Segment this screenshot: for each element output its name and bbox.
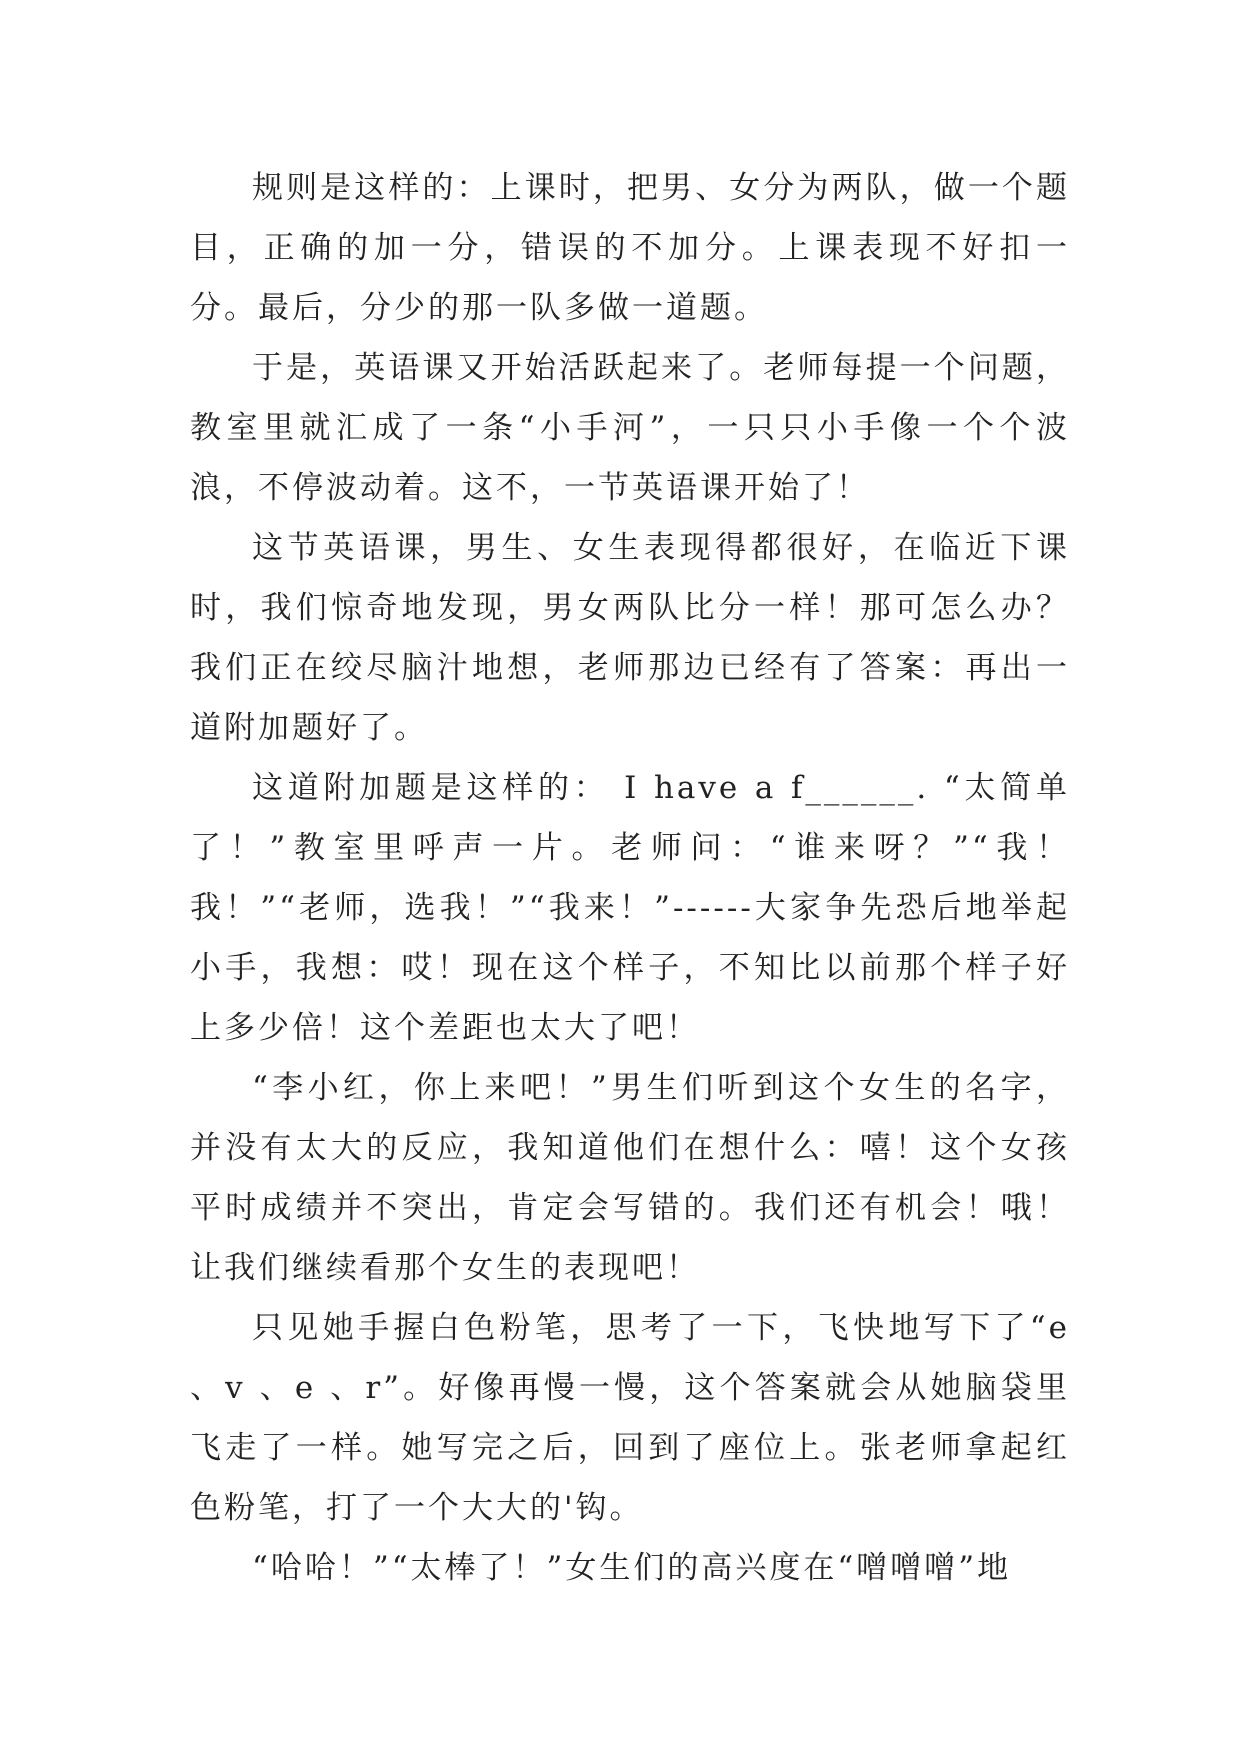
article-body: [190, 158, 1070, 1598]
paragraph-tie-score: 这节英语课，男生、女生表现得都很好，在临近下课时，我们惊奇地发现，男女两队比分一样！那可怎么办？我们正在绞尽脑汁地想，老师那边已经有了答案：再出一道附加题好了。: [190, 530, 1070, 746]
paragraph-girls-cheer: “哈哈！”“太棒了！”女生们的高兴度在“噌噌噌”地: [252, 1550, 1012, 1586]
paragraph-rules: 规则是这样的：上课时，把男、女分为两队，做一个题目，正确的加一分，错误的不加分。上课表现不好扣一分。最后，分少的那一队多做一道题。: [190, 170, 1070, 326]
paragraph-english-class-active: 于是，英语课又开始活跃起来了。老师每提一个问题，教室里就汇成了一条“小手河”，一只只小手像一个个波浪，不停波动着。这不，一节英语课开始了！: [190, 350, 1070, 506]
paragraph-extra-question: 这道附加题是这样的： I have a f______. “太简单了！”教室里呼声一片。老师问：“谁来呀？”“我！我！”“老师，选我！”“我来！”------大家争先恐后地举起小手，我想：哎！现在这个样子，不知比以前那个样子好上多少倍！这个差距也太大了吧！: [190, 770, 1070, 1046]
paragraph-answer-written: 只见她手握白色粉笔，思考了一下，飞快地写下了“e 、v 、e 、r”。好像再慢一慢，这个答案就会从她脑袋里飞走了一样。她写完之后，回到了座位上。张老师拿起红色粉笔，打了一个大大的'钩。: [190, 1310, 1070, 1526]
paragraph-li-xiaohong: “李小红，你上来吧！”男生们听到这个女生的名字，并没有太大的反应，我知道他们在想什么：嘻！这个女孩平时成绩并不突出，肯定会写错的。我们还有机会！哦！让我们继续看那个女生的表现吧！: [190, 1070, 1070, 1286]
